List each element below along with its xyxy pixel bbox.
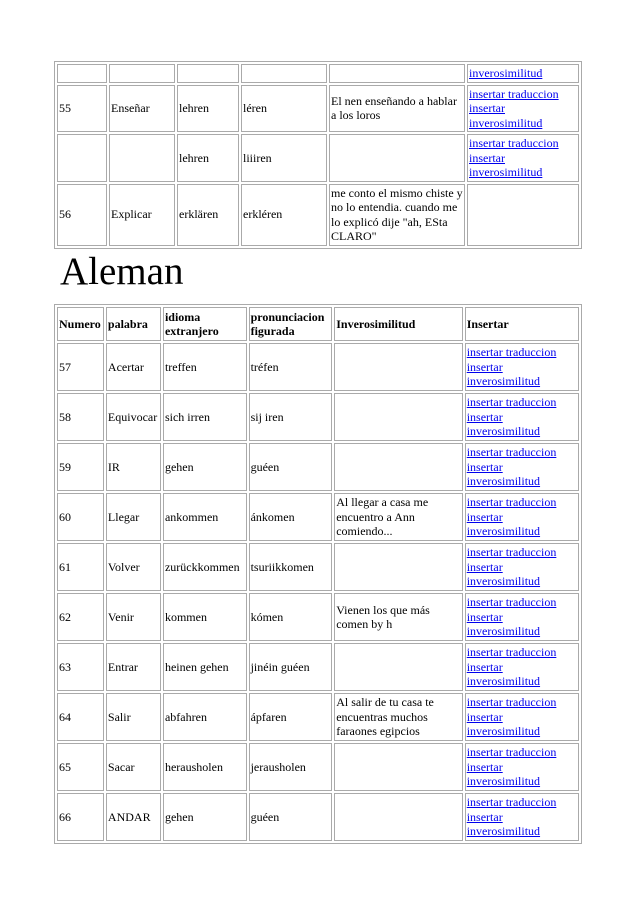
insertar-link[interactable]: insertar xyxy=(466,609,503,624)
inverosimilitud-link[interactable]: inverosimilitud xyxy=(466,474,541,489)
inverosimilitud-link[interactable]: inverosimilitud xyxy=(466,724,541,739)
pronunciacion-cell: guéen xyxy=(249,443,333,491)
insertar-traduccion-link[interactable]: insertar traduccion xyxy=(466,545,557,560)
inverosimilitud-cell: me conto el mismo chiste y no lo entendia. cuando me lo explicó dije "ah, ESta CLARO" xyxy=(329,184,465,246)
pronunciacion-cell: ápfaren xyxy=(249,693,333,741)
numero-cell: 56 xyxy=(57,184,107,246)
insertar-link[interactable]: insertar xyxy=(466,809,503,824)
table-row xyxy=(57,693,579,741)
pronunciacion-cell: liiiren xyxy=(241,134,327,182)
insertar-traduccion-link[interactable]: insertar traduccion xyxy=(466,645,557,660)
inverosimilitud-cell: Vienen los que más comen by h xyxy=(334,593,463,641)
inverosimilitud-link[interactable]: inverosimilitud xyxy=(466,774,541,789)
inverosimilitud-cell xyxy=(329,64,465,83)
idioma-cell: ankommen xyxy=(163,493,247,541)
table-row xyxy=(57,793,579,841)
aleman-vocabulary-table xyxy=(54,304,582,844)
table-row xyxy=(57,343,579,391)
idioma-cell xyxy=(177,64,239,83)
table-row xyxy=(57,134,579,182)
idioma-cell: sich irren xyxy=(163,393,247,441)
palabra-cell: Salir xyxy=(106,693,161,741)
insertar-cell xyxy=(465,493,579,541)
inverosimilitud-link[interactable]: inverosimilitud xyxy=(469,66,543,80)
table-row xyxy=(57,493,579,541)
insertar-cell xyxy=(465,743,579,791)
pronunciacion-cell: sij iren xyxy=(249,393,333,441)
inverosimilitud-link[interactable]: inverosimilitud xyxy=(466,524,541,539)
insertar-link[interactable]: insertar xyxy=(469,150,505,165)
insertar-traduccion-link[interactable]: insertar traduccion xyxy=(466,345,557,360)
insertar-link[interactable]: insertar xyxy=(469,101,505,115)
numero-cell: 66 xyxy=(57,793,104,841)
pronunciacion-cell xyxy=(241,64,327,83)
inverosimilitud-link[interactable]: inverosimilitud xyxy=(466,574,541,589)
insertar-traduccion-link[interactable]: insertar traduccion xyxy=(466,795,557,810)
numero-cell: 60 xyxy=(57,493,104,541)
inverosimilitud-cell xyxy=(334,443,463,491)
insertar-traduccion-link[interactable]: insertar traduccion xyxy=(469,136,559,150)
palabra-cell: Explicar xyxy=(109,184,175,246)
previous-vocabulary-table xyxy=(54,61,582,249)
idioma-cell: herausholen xyxy=(163,743,247,791)
insertar-cell xyxy=(467,184,579,246)
inverosimilitud-link[interactable]: inverosimilitud xyxy=(466,824,541,839)
table-row xyxy=(57,85,579,133)
insertar-traduccion-link[interactable]: insertar traduccion xyxy=(466,595,557,610)
insertar-cell xyxy=(465,543,579,591)
numero-cell: 64 xyxy=(57,693,104,741)
column-header-insertar: Insertar xyxy=(465,307,579,341)
pronunciacion-cell: erkléren xyxy=(241,184,327,246)
numero-cell xyxy=(57,134,107,182)
insertar-traduccion-link[interactable]: insertar traduccion xyxy=(466,445,557,460)
inverosimilitud-link[interactable]: inverosimilitud xyxy=(466,624,541,639)
idioma-cell: erklären xyxy=(177,184,239,246)
table-row xyxy=(57,743,579,791)
palabra-cell: Entrar xyxy=(106,643,161,691)
palabra-cell: Llegar xyxy=(106,493,161,541)
insertar-traduccion-link[interactable]: insertar traduccion xyxy=(469,86,559,101)
inverosimilitud-cell xyxy=(334,643,463,691)
table-row xyxy=(57,393,579,441)
pronunciacion-cell: léren xyxy=(241,85,327,133)
insertar-traduccion-link[interactable]: insertar traduccion xyxy=(466,395,557,410)
insertar-cell xyxy=(467,134,579,182)
insertar-link[interactable]: insertar xyxy=(466,359,503,374)
inverosimilitud-cell xyxy=(334,743,463,791)
inverosimilitud-cell xyxy=(334,793,463,841)
insertar-cell xyxy=(465,343,579,391)
palabra-cell: Venir xyxy=(106,593,161,641)
idioma-cell: heinen gehen xyxy=(163,643,247,691)
insertar-cell xyxy=(465,393,579,441)
palabra-cell xyxy=(109,64,175,83)
insertar-cell xyxy=(467,64,579,83)
numero-cell: 63 xyxy=(57,643,104,691)
table-row xyxy=(57,443,579,491)
idioma-cell: zurückkommen xyxy=(163,543,247,591)
inverosimilitud-link[interactable]: inverosimilitud xyxy=(466,374,541,389)
inverosimilitud-cell xyxy=(334,393,463,441)
insertar-traduccion-link[interactable]: insertar traduccion xyxy=(466,695,557,710)
insertar-cell xyxy=(467,85,579,133)
numero-cell: 65 xyxy=(57,743,104,791)
column-header-pronunciacion: pronunciacion figurada xyxy=(249,307,333,341)
idioma-cell: lehren xyxy=(177,85,239,133)
inverosimilitud-cell xyxy=(334,343,463,391)
table-row xyxy=(57,543,579,591)
insertar-link[interactable]: insertar xyxy=(466,659,503,674)
inverosimilitud-link[interactable]: inverosimilitud xyxy=(469,165,543,179)
numero-cell: 59 xyxy=(57,443,104,491)
idioma-cell: kommen xyxy=(163,593,247,641)
palabra-cell: Volver xyxy=(106,543,161,591)
inverosimilitud-link[interactable]: inverosimilitud xyxy=(466,674,541,689)
section-title: Aleman xyxy=(60,250,184,293)
insertar-link[interactable]: insertar xyxy=(466,759,503,774)
pronunciacion-cell: ánkomen xyxy=(249,493,333,541)
insertar-cell xyxy=(465,643,579,691)
insertar-cell xyxy=(465,693,579,741)
palabra-cell: Acertar xyxy=(106,343,161,391)
insertar-link[interactable]: insertar xyxy=(466,459,503,474)
pronunciacion-cell: jerausholen xyxy=(249,743,333,791)
column-header-idioma: idioma extranjero xyxy=(163,307,247,341)
column-header-inverosimilitud: Inverosimilitud xyxy=(334,307,463,341)
insertar-link[interactable]: insertar xyxy=(466,709,503,724)
table-header-row xyxy=(57,307,579,341)
idioma-cell: gehen xyxy=(163,443,247,491)
table-row xyxy=(57,64,579,83)
insertar-cell xyxy=(465,443,579,491)
insertar-link[interactable]: insertar xyxy=(466,559,503,574)
pronunciacion-cell: tréfen xyxy=(249,343,333,391)
numero-cell: 58 xyxy=(57,393,104,441)
idioma-cell: abfahren xyxy=(163,693,247,741)
insertar-link[interactable]: insertar xyxy=(466,509,503,524)
inverosimilitud-cell xyxy=(329,134,465,182)
idioma-cell: gehen xyxy=(163,793,247,841)
pronunciacion-cell: guéen xyxy=(249,793,333,841)
palabra-cell xyxy=(109,134,175,182)
pronunciacion-cell: jinéin guéen xyxy=(249,643,333,691)
pronunciacion-cell: tsuriikkomen xyxy=(249,543,333,591)
table-row xyxy=(57,593,579,641)
inverosimilitud-link[interactable]: inverosimilitud xyxy=(469,115,543,130)
numero-cell: 55 xyxy=(57,85,107,133)
idioma-cell: lehren xyxy=(177,134,239,182)
palabra-cell: IR xyxy=(106,443,161,491)
palabra-cell: Equivocar xyxy=(106,393,161,441)
idioma-cell: treffen xyxy=(163,343,247,391)
numero-cell xyxy=(57,64,107,83)
inverosimilitud-cell: Al salir de tu casa te encuentras muchos faraones egipcios xyxy=(334,693,463,741)
insertar-cell xyxy=(465,593,579,641)
inverosimilitud-cell: El nen enseñando a hablar a los loros xyxy=(329,85,465,133)
inverosimilitud-cell: Al llegar a casa me encuentro a Ann comiendo... xyxy=(334,493,463,541)
insertar-cell xyxy=(465,793,579,841)
palabra-cell: ANDAR xyxy=(106,793,161,841)
inverosimilitud-cell xyxy=(334,543,463,591)
numero-cell: 57 xyxy=(57,343,104,391)
insertar-link[interactable]: insertar xyxy=(466,409,503,424)
palabra-cell: Sacar xyxy=(106,743,161,791)
table-row xyxy=(57,184,579,246)
palabra-cell: Enseñar xyxy=(109,85,175,133)
inverosimilitud-link[interactable]: inverosimilitud xyxy=(466,424,541,439)
column-header-palabra: palabra xyxy=(106,307,161,341)
insertar-traduccion-link[interactable]: insertar traduccion xyxy=(466,745,557,760)
numero-cell: 61 xyxy=(57,543,104,591)
column-header-numero: Numero xyxy=(57,307,104,341)
numero-cell: 62 xyxy=(57,593,104,641)
table-row xyxy=(57,643,579,691)
pronunciacion-cell: kómen xyxy=(249,593,333,641)
insertar-traduccion-link[interactable]: insertar traduccion xyxy=(466,495,557,510)
